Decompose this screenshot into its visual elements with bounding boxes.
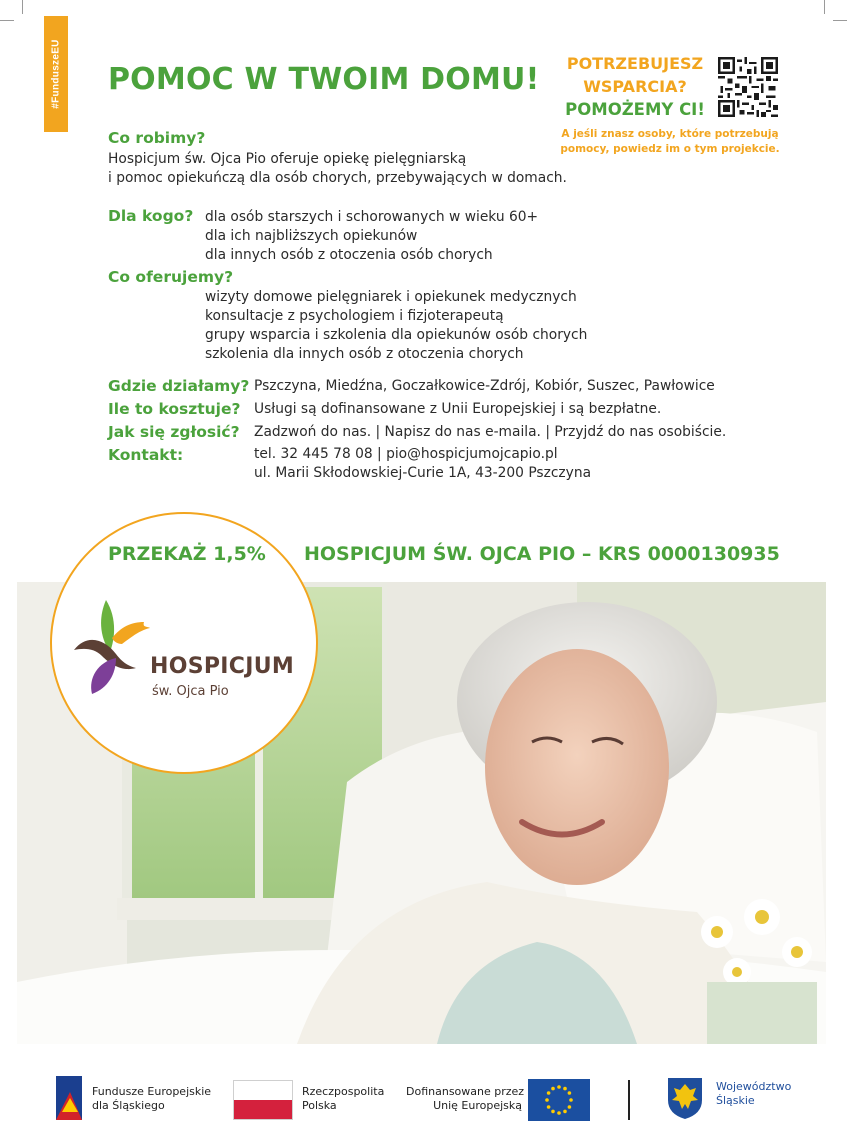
crop-mark — [824, 0, 825, 14]
logo-name: HOSPICJUM — [150, 654, 295, 679]
fe-label — [92, 1085, 211, 1113]
cta-note — [560, 127, 780, 157]
cta-note-line-2: pomocy, powiedz im o tym projekcie. — [560, 143, 780, 155]
list-item: szkolenia dla innych osób z otoczenia chorych — [205, 346, 524, 362]
fundusze-tag — [44, 16, 68, 132]
label-what: Co robimy? — [108, 129, 206, 147]
crop-mark — [0, 20, 14, 21]
label-where: Gdzie działamy? — [108, 377, 250, 395]
ws-line-1: Województwo — [716, 1080, 792, 1093]
banner-donate: PRZEKAŻ 1,5% — [108, 543, 266, 565]
rp-line-2: Polska — [302, 1099, 337, 1112]
cta-box — [560, 52, 710, 121]
offer-list — [205, 288, 587, 364]
list-item: konsultacje z psychologiem i fizjoterapeutą — [205, 308, 504, 324]
label-cost: Ile to kosztuje? — [108, 400, 241, 418]
fe-line-1: Fundusze Europejskie — [92, 1085, 212, 1098]
cta-line-2: WSPARCIA? — [583, 77, 687, 96]
ws-line-2: Śląskie — [716, 1094, 755, 1107]
for-whom-list — [205, 208, 538, 265]
crop-mark — [22, 0, 23, 14]
label-for-whom: Dla kogo? — [108, 207, 194, 225]
wojewodztwo-slaskie-icon — [666, 1076, 704, 1120]
polish-flag-icon — [233, 1080, 293, 1120]
list-item: dla innych osób z otoczenia osób chorych — [205, 247, 493, 263]
cta-line-3: POMOŻEMY CI! — [565, 100, 705, 119]
footer-logos — [0, 1060, 847, 1143]
where-value: Pszczyna, Miedźna, Goczałkowice-Zdrój, Kobiór, Suszec, Pawłowice — [254, 378, 715, 394]
list-item: dla osób starszych i schorowanych w wieku 60+ — [205, 209, 539, 225]
label-contact: Kontakt: — [108, 446, 184, 464]
footer-divider — [628, 1080, 630, 1120]
rp-line-1: Rzeczpospolita — [302, 1085, 385, 1098]
list-item: grupy wsparcia i szkolenia dla opiekunów osób chorych — [205, 327, 588, 343]
fundusze-tag-text: #FunduszeEU — [50, 39, 62, 109]
hospice-logo-icon — [70, 598, 150, 696]
cost-value: Usługi są dofinansowane z Unii Europejskiej i są bezpłatne. — [254, 401, 662, 417]
eu-line-1: Dofinansowane przez — [406, 1085, 525, 1098]
what-line-2: i pomoc opiekuńczą dla osób chorych, przebywających w domach. — [108, 170, 567, 186]
what-text — [108, 150, 567, 188]
label-offer: Co oferujemy? — [108, 268, 234, 286]
contact-address: ul. Marii Skłodowskiej-Curie 1A, 43-200 Pszczyna — [254, 465, 592, 481]
fundusze-europejskie-icon — [56, 1072, 86, 1124]
page-title: POMOC W TWOIM DOMU! — [108, 62, 540, 97]
qr-code-icon[interactable] — [718, 57, 778, 117]
ws-label — [716, 1080, 791, 1108]
label-apply: Jak się zgłosić? — [108, 423, 240, 441]
eu-flag-icon — [528, 1079, 590, 1121]
crop-mark — [833, 20, 847, 21]
what-line-1: Hospicjum św. Ojca Pio oferuje opiekę pielęgniarską — [108, 151, 467, 167]
eu-label — [406, 1085, 525, 1113]
contact-value — [254, 445, 591, 483]
eu-line-2: Unię Europejską — [433, 1099, 522, 1112]
cta-note-line-1: A jeśli znasz osoby, które potrzebują — [561, 128, 779, 140]
list-item: wizyty domowe pielęgniarek i opiekunek medycznych — [205, 289, 577, 305]
fe-line-2: dla Śląskiego — [92, 1099, 165, 1112]
banner-krs: HOSPICJUM ŚW. OJCA PIO – KRS 0000130935 — [304, 543, 780, 565]
list-item: dla ich najbliższych opiekunów — [205, 228, 418, 244]
cta-line-1: POTRZEBUJESZ — [566, 54, 704, 73]
contact-phone-email[interactable]: tel. 32 445 78 08 | pio@hospicjumojcapio.pl — [254, 446, 558, 462]
apply-value: Zadzwoń do nas. | Napisz do nas e-maila. | Przyjdź do nas osobiście. — [254, 424, 727, 440]
rp-label — [302, 1085, 384, 1113]
logo-subtitle: św. Ojca Pio — [152, 684, 229, 699]
